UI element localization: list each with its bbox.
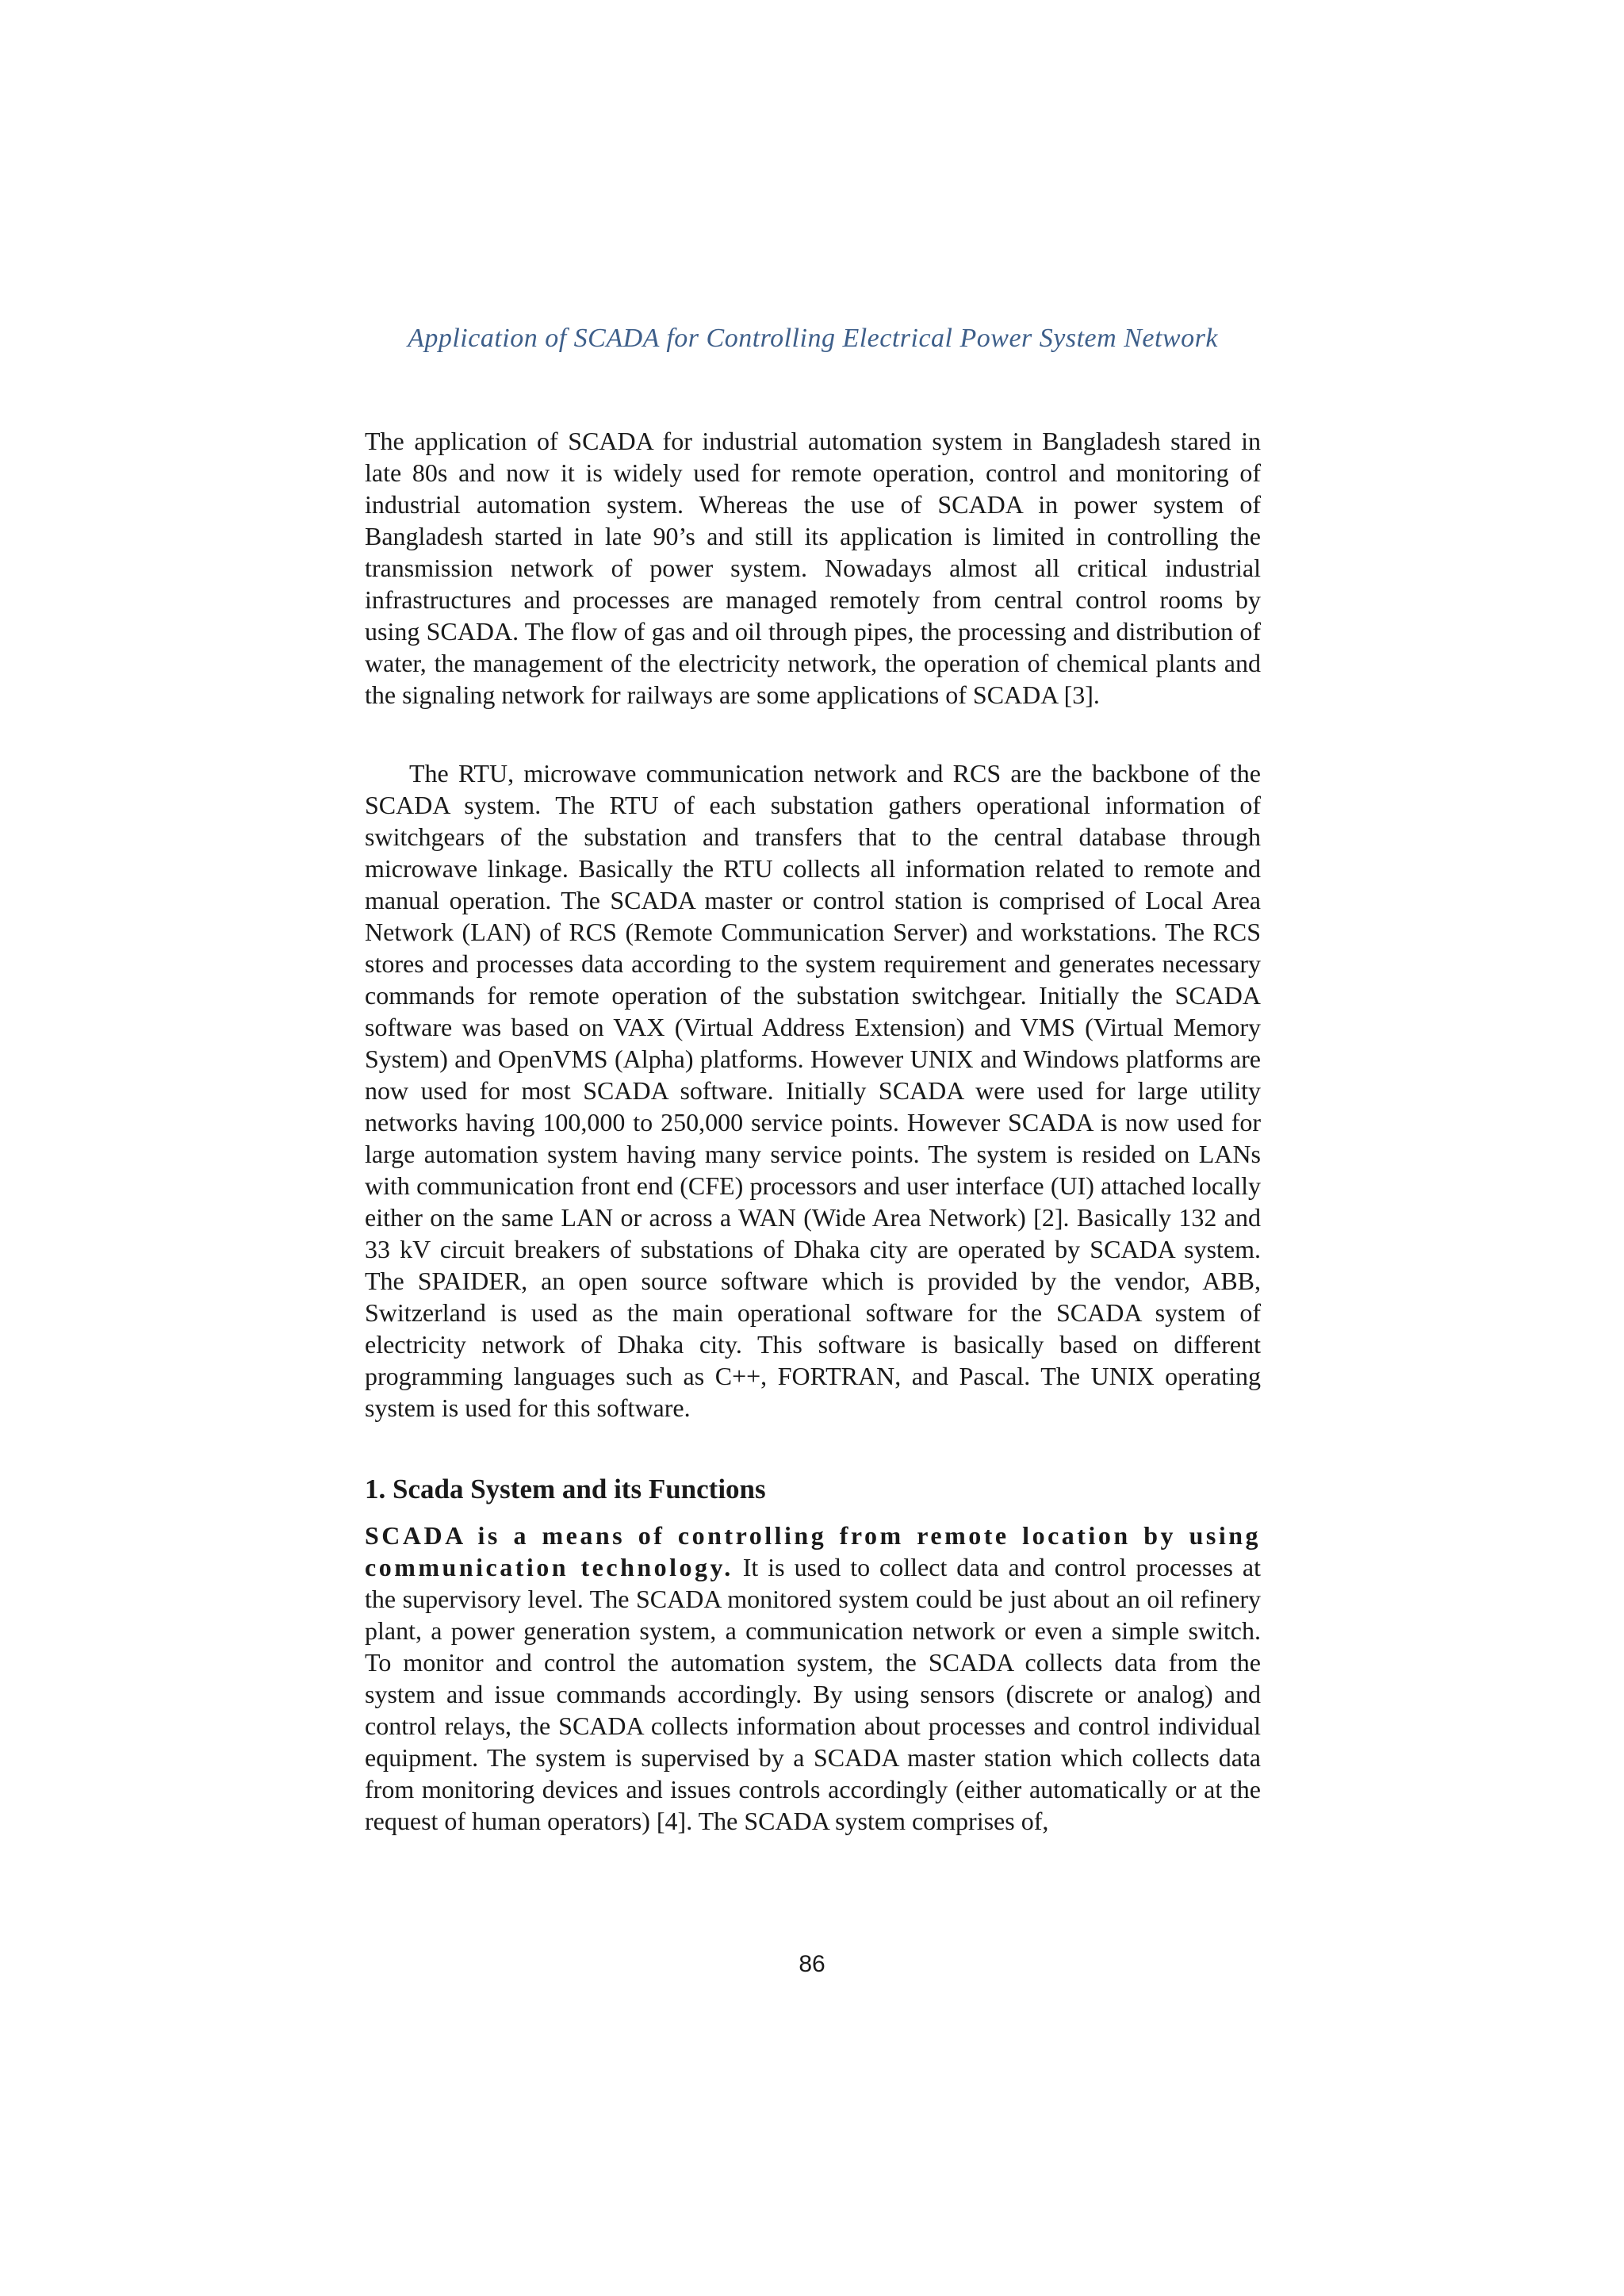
paragraph-3-text: It is used to collect data and control processes at the supervisory level. The SCADA monitored system could be just about an oil refinery plant, a power generation system, a communication network or even a simple switch. To monitor and control the automation system, the SCADA collects data from the system and issue commands accordingly. By using sensors (discrete or analog) and control relays, the SCADA collects information about processes and control individual equipment. The system is supervised by a SCADA master station which collects data from monitoring devices and issues controls accordingly (either automatically or at the request of human operators) [4]. The SCADA system comprises of, <box>365 1553 1262 1835</box>
body-paragraph-2: The RTU, microwave communication network and RCS are the backbone of the SCADA system. The RTU of each substation gathers operational information of switchgears of the substation and transfers that to the central database through microwave linkage. Basically the RTU collects all information related to remote and manual operation. The SCADA master or control station is comprised of Local Area Network (LAN) of RCS (Remote Communication Server) and workstations. The RCS stores and processes data according to the system requirement and generates necessary commands for remote operation of the substation switchgear. Initially the SCADA software was based on VAX (Virtual Address Extension) and VMS (Virtual Memory System) and OpenVMS (Alpha) platforms. However UNIX and Windows platforms are now used for most SCADA software. Initially SCADA were used for large utility networks having 100,000 to 250,000 service points. However SCADA is now used for large automation system having many service points. The system is resided on LANs with communication front end (CFE) processors and user interface (UI) attached locally either on the same LAN or across a WAN (Wide Area Network) [2]. Basically 132 and 33 kV circuit breakers of substations of Dhaka city are operated by SCADA system. The SPAIDER, an open source software which is provided by the vendor, ABB, Switzerland is used as the main operational software for the SCADA system of electricity network of Dhaka city. This software is basically based on different programming languages such as C++, FORTRAN, and Pascal. The UNIX operating system is used for this software. <box>365 759 1261 1422</box>
section-heading: 1. Scada System and its Functions <box>365 1474 766 1504</box>
running-header-title: Application of SCADA for Controlling Electrical Power System Network <box>408 324 1218 353</box>
paragraph-3-bold-lead: SCADA is a means of controlling from remote location by using communication technology. <box>365 1521 1261 1581</box>
body-paragraph-1: The application of SCADA for industrial automation system in Bangladesh stared in late 80s and now it is widely used for remote operation, control and monitoring of industrial automation system. Whereas the use of SCADA in power system of Bangladesh started in late 90’s and still its application is limited in controlling the transmission network of power system. Nowadays almost all critical industrial infrastructures and processes are managed remotely from central control rooms by using SCADA. The flow of gas and oil through pipes, the processing and distribution of water, the management of the electricity network, the operation of chemical plants and the signaling network for railways are some applications of SCADA [3]. <box>365 427 1261 709</box>
body-paragraph-3 <box>365 1520 1261 1837</box>
page-number: 86 <box>799 1951 825 1977</box>
